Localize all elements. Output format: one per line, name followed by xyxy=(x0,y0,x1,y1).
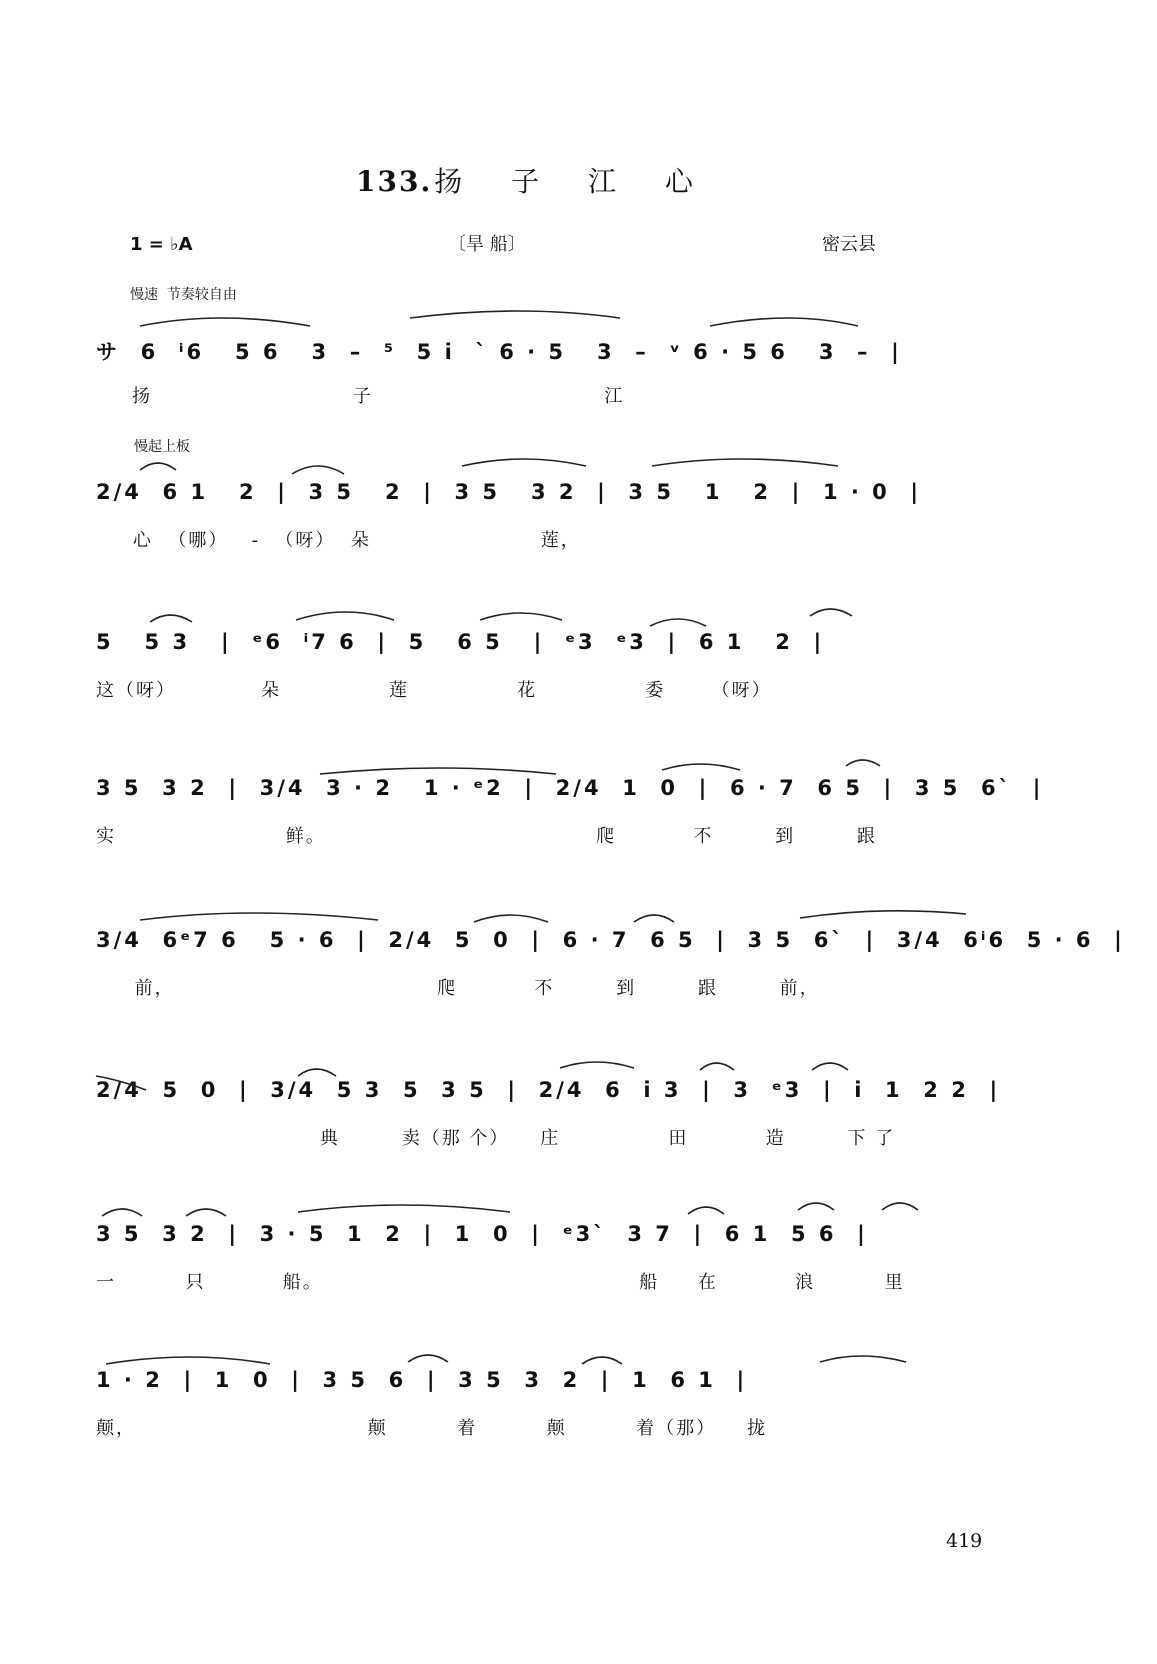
score-row-1 xyxy=(96,336,976,407)
slur xyxy=(408,1355,448,1362)
page-number: 419 xyxy=(946,1530,983,1552)
notation-line: サ 6 ⁱ6 5 6 3 – ⁵ 5 i ˋ 6 · 5 3 – ᵛ 6 · 5 6 3 – | xyxy=(96,340,902,364)
notation-line: 3/4 6ᵉ7 6 5 · 6 | 2/4 5 0 | 6 · 7 6 5 | 3 5 6ˋ | 3/4 6ⁱ6 5 · 6 | xyxy=(96,928,1125,952)
slur xyxy=(296,612,394,620)
score-row-8 xyxy=(96,1368,976,1439)
notation-line: 2/4 5 0 | 3/4 5 3 5 3 5 | 2/4 6 i 3 | 3 ᵉ3 | i 1 2 2 | xyxy=(96,1078,1001,1102)
song-number: 133. xyxy=(356,165,433,198)
score-row-2 xyxy=(96,480,976,551)
slur xyxy=(798,1203,834,1210)
slur xyxy=(560,1062,634,1068)
song-origin: 密云县 xyxy=(822,234,876,255)
slur xyxy=(882,1203,918,1210)
slur xyxy=(480,613,562,620)
slur xyxy=(812,1063,848,1070)
slur xyxy=(652,459,838,466)
slur xyxy=(140,318,310,326)
slur xyxy=(410,311,620,318)
slur xyxy=(462,459,586,466)
lyrics-line: 扬 子 江 xyxy=(132,386,625,407)
slur xyxy=(820,1356,906,1362)
tempo-marking-intro: 慢速 节奏较自由 xyxy=(130,287,237,303)
song-title-text: 扬 子 江 心 xyxy=(434,165,713,198)
slur xyxy=(846,760,880,766)
slur xyxy=(810,609,852,616)
notation-line: 2/4 6 1 2 | 3 5 2 | 3 5 3 2 | 3 5 1 2 | 1 · 0 | xyxy=(96,480,922,504)
lyrics-line: 实 鲜。 爬 不 到 跟 xyxy=(96,826,877,847)
key-signature: 1 = ♭A xyxy=(130,234,193,255)
slur xyxy=(688,1207,724,1214)
lyrics-line: 这（呀） 朵 莲 花 委 （呀） xyxy=(96,680,772,701)
score-row-7 xyxy=(96,1222,976,1293)
notation-line: 1 · 2 | 1 0 | 3 5 6 | 3 5 3 2 | 1 6 1 | xyxy=(96,1368,748,1392)
slur xyxy=(298,1069,336,1076)
slur xyxy=(474,915,548,922)
lyrics-line: 典 卖（那 个） 庄 田 造 下 了 xyxy=(96,1128,896,1149)
lyrics-line: 一 只 船。 船 在 浪 里 xyxy=(96,1272,905,1293)
score-row-3 xyxy=(96,630,976,701)
slur xyxy=(700,1063,734,1070)
slur xyxy=(582,1357,622,1364)
score-row-4 xyxy=(96,776,1044,847)
slur xyxy=(710,318,858,326)
slur xyxy=(650,619,706,626)
slur xyxy=(150,615,192,622)
score-row-6 xyxy=(96,1078,1001,1149)
song-title xyxy=(356,165,713,198)
lyrics-line: 心 （哪） - （呀） 朵 莲， xyxy=(102,530,581,551)
notation-line: 3 5 3 2 | 3 · 5 1 2 | 1 0 | ᵉ3ˋ 3 7 | 6 1 5 6 | xyxy=(96,1222,868,1246)
slur xyxy=(292,466,344,474)
notation-line: 5 5 3 | ᵉ6 ⁱ7 6 | 5 6 5 | ᵉ3 ᵉ3 | 6 1 2 | xyxy=(96,630,825,654)
slur xyxy=(662,764,740,770)
slur xyxy=(140,463,176,470)
slur xyxy=(800,911,966,918)
slur xyxy=(140,913,378,920)
notation-line: 3 5 3 2 | 3/4 3 · 2 1 · ᵉ2 | 2/4 1 0 | 6 · 7 6 5 | 3 5 6ˋ | xyxy=(96,776,1044,800)
tempo-marking-main: 慢起上板 xyxy=(134,439,190,455)
slur xyxy=(102,1209,142,1216)
slur xyxy=(298,1205,510,1212)
slur xyxy=(320,768,556,774)
slur xyxy=(634,915,674,922)
tune-name: 〔旱 船〕 xyxy=(448,234,526,255)
slur xyxy=(106,1357,270,1364)
slur xyxy=(186,1209,226,1216)
lyrics-line: 颠， 颠 着 颠 着（那） 拢 xyxy=(96,1418,768,1439)
lyrics-line: 前， 爬 不 到 跟 前， xyxy=(96,978,820,999)
score-row-5 xyxy=(96,928,1125,999)
